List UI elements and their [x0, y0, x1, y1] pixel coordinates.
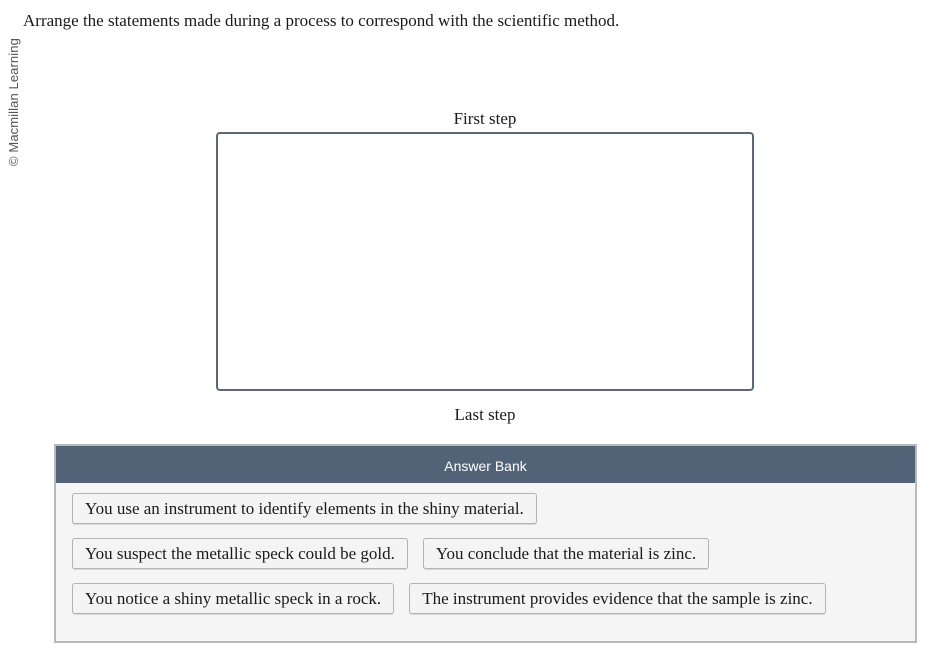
- first-step-label: First step: [453, 109, 517, 128]
- answer-tile-instrument-evidence[interactable]: The instrument provides evidence that the sample is zinc.: [409, 583, 825, 614]
- answer-bank: [54, 444, 917, 643]
- answer-tile-notice-speck[interactable]: You notice a shiny metallic speck in a rock.: [72, 583, 394, 614]
- answer-bank-body: [56, 483, 915, 614]
- answer-bank-header: Answer Bank: [56, 446, 915, 483]
- last-step-label: Last step: [454, 405, 516, 424]
- copyright-watermark: © Macmillan Learning: [6, 38, 21, 166]
- ordering-drop-zone[interactable]: [216, 132, 754, 391]
- answer-tile-use-instrument[interactable]: You use an instrument to identify elements in the shiny material.: [72, 493, 537, 524]
- answer-bank-row: [72, 493, 915, 524]
- answer-bank-row: [72, 538, 915, 569]
- question-prompt: Arrange the statements made during a process to correspond with the scientific method.: [23, 11, 620, 30]
- answer-tile-conclude-zinc[interactable]: You conclude that the material is zinc.: [423, 538, 709, 569]
- answer-bank-row: [72, 583, 915, 614]
- answer-tile-suspect-gold[interactable]: You suspect the metallic speck could be gold.: [72, 538, 408, 569]
